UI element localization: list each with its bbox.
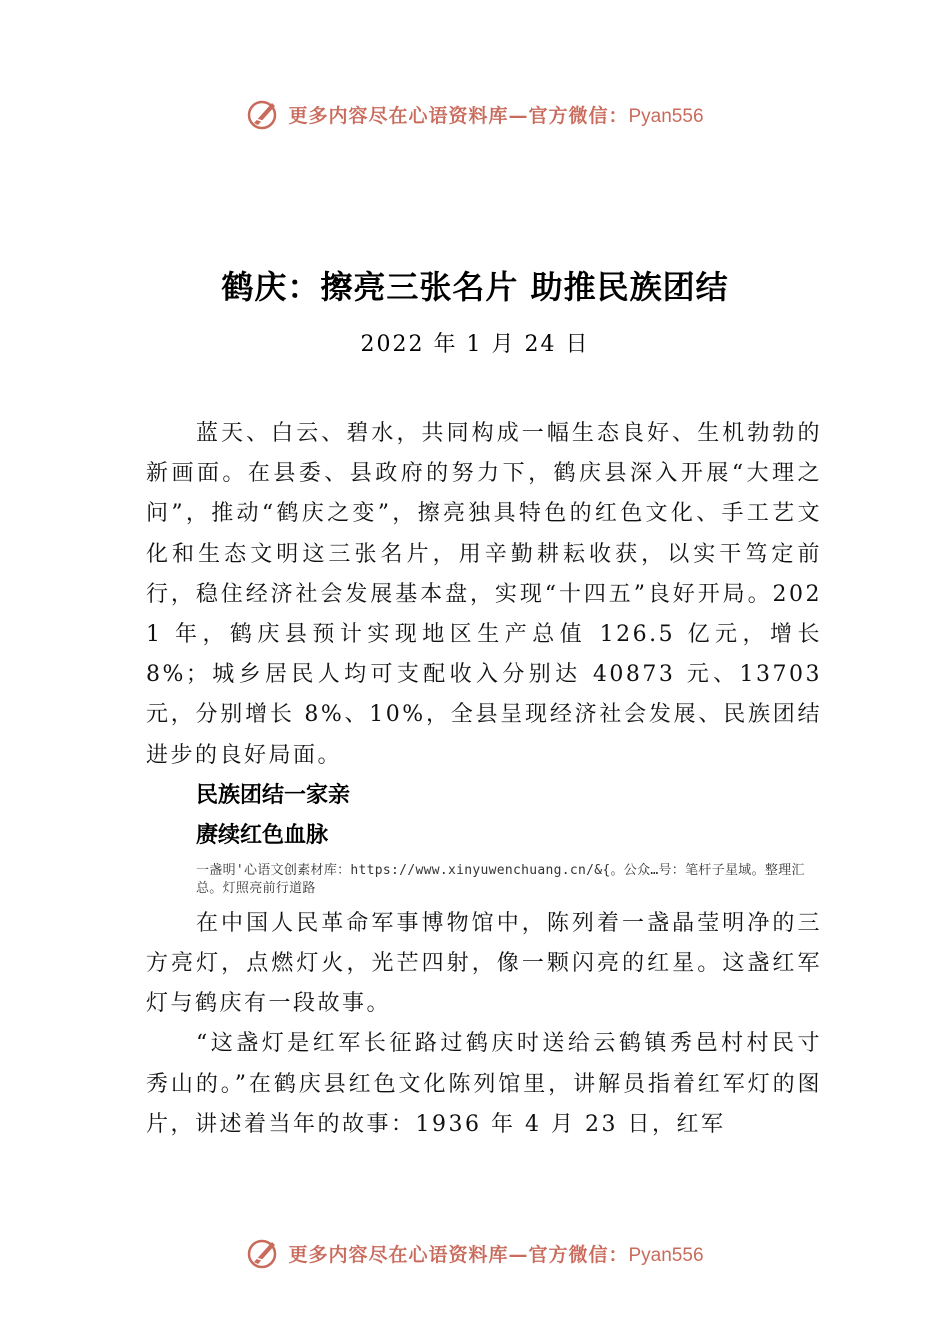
article-title: 鹤庆：擦亮三张名片 助推民族团结 xyxy=(221,268,729,306)
source-note: 一盏明'心语文创素材库：https://www.xinyuwenchuang.cn/&{。公众…号：笔杆子星域。整理汇总。灯照亮前行道路 xyxy=(196,862,805,896)
quill-pen-logo-icon xyxy=(246,1236,280,1270)
intro-paragraph: 蓝天、白云、碧水，共同构成一幅生态良好、生机勃勃的新画面。在县委、县政府的努力下，鹤庆县深入开展“大理之问”，推动“鹤庆之变”，擦亮独具特色的红色文化、手工艺文化和生态文明这三张名片，用辛勤耕耘收获，以实干笃定前行，稳住经济社会发展基本盘，实现“十四五”良好开局。2021 年，鹤庆县预计实现地区生产总值 126.5 亿元，增长 8%；城乡居民人均可支配收入分别达 40873 元、13703 元，分别增长 8%、10%，全县呈现经济社会发展、民族团结进步的良好局面。 xyxy=(146,421,822,768)
footer-banner xyxy=(0,1233,950,1273)
header-banner xyxy=(0,94,950,134)
quill-pen-logo-icon xyxy=(246,97,280,131)
banner-text: 更多内容尽在心语资料库—官方微信：Pyan556 xyxy=(288,1243,704,1266)
article-body xyxy=(146,414,822,1145)
banner-wechat-id: Pyan556 xyxy=(628,105,704,127)
sub-heading: 赓续红色血脉 xyxy=(196,822,329,848)
article-date: 2022 年 1 月 24 日 xyxy=(360,332,590,357)
banner-text: 更多内容尽在心语资料库—官方微信：Pyan556 xyxy=(288,104,704,127)
banner-wechat-id: Pyan556 xyxy=(628,1244,704,1266)
body-paragraph: “这盏灯是红军长征路过鹤庆时送给云鹤镇秀邑村村民寸秀山的。”在鹤庆县红色文化陈列馆里，讲解员指着红军灯的图片，讲述着当年的故事：1936 年 4 月 23 日，红军 xyxy=(146,1031,822,1137)
body-paragraph: 在中国人民革命军事博物馆中，陈列着一盏晶莹明净的三方亮灯，点燃灯火，光芒四射，像一颗闪亮的红星。这盏红军灯与鹤庆有一段故事。 xyxy=(146,910,822,1017)
section-heading: 民族团结一家亲 xyxy=(196,782,351,808)
